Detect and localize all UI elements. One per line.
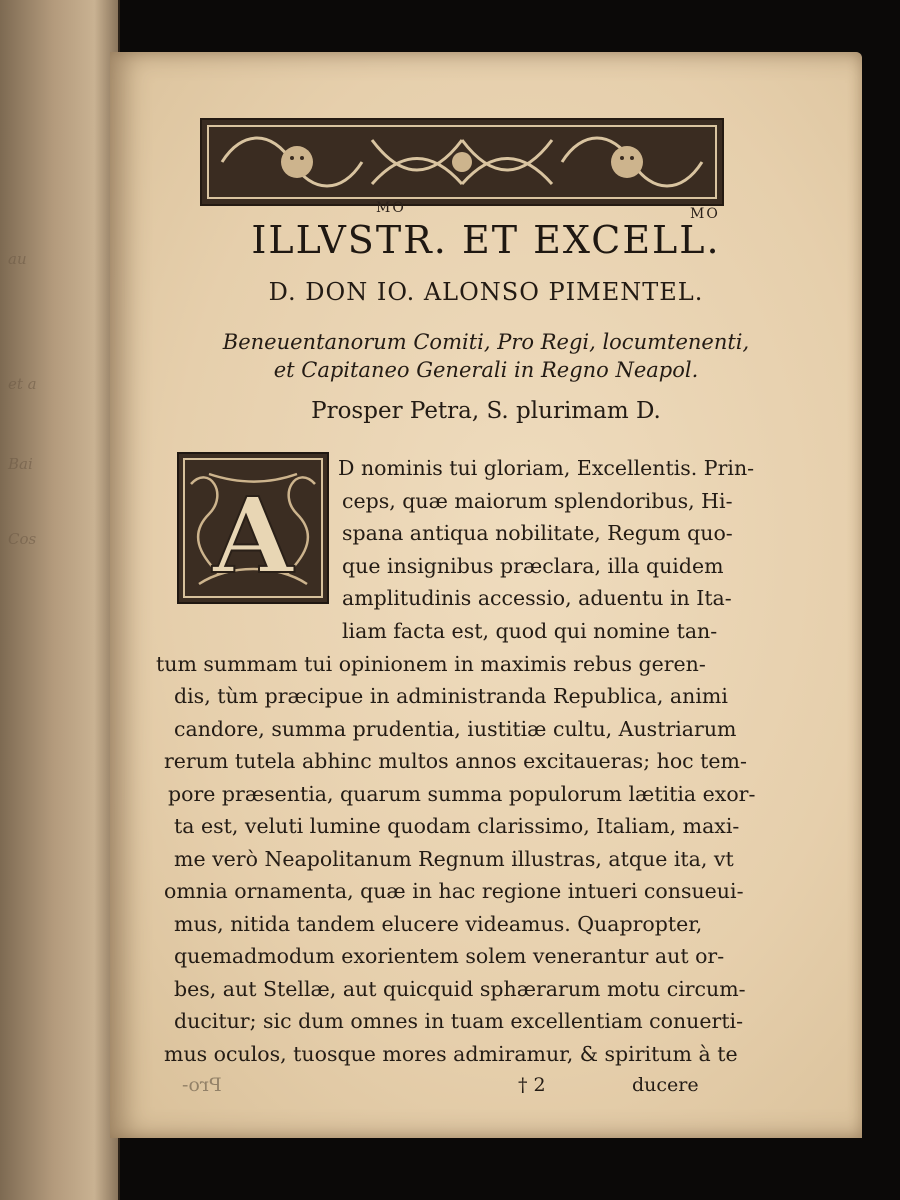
initial-letter: A — [212, 474, 294, 597]
catchword: ducere — [632, 1074, 699, 1096]
body-line: quemadmodum exorientem solem venerantur aut or- — [174, 944, 725, 968]
body-line: que insignibus præclara, illa quidem — [342, 554, 724, 578]
dedicatee-titles-line-1: Beneuentanorum Comiti, Pro Regi, locumtenenti, — [222, 330, 750, 354]
body-line: candore, summa prudentia, iustitiæ cultu, Austriarum — [174, 717, 737, 741]
body-line: mus, nitida tandem elucere videamus. Quapropter, — [174, 912, 703, 936]
facing-page-edge — [0, 0, 120, 1200]
book-page — [110, 52, 862, 1138]
dedicatee-name: D. DON IO. ALONSO PIMENTEL. — [268, 278, 704, 306]
body-line: me verò Neapolitanum Regnum illustras, atque ita, vt — [174, 847, 734, 871]
salutation: Prosper Petra, S. plurimam D. — [311, 398, 661, 424]
signature-mark: † 2 — [518, 1074, 546, 1096]
bleed-through-text: Pro- — [182, 1074, 222, 1096]
body-line: amplitudinis accessio, aduentu in Ita- — [342, 586, 732, 610]
woodcut-headpiece — [200, 118, 724, 206]
body-line: dis, tùm præcipue in administranda Republica, animi — [174, 684, 728, 708]
body-line: ta est, veluti lumine quodam clarissimo, Italiam, maxi- — [174, 814, 740, 838]
headpiece-ornament-icon — [202, 120, 722, 204]
superscript-mo-right: MO — [690, 206, 720, 222]
body-line: mus oculos, tuosque mores admiramur, & spiritum à te — [164, 1042, 738, 1066]
dedicatee-titles-line-2: et Capitaneo Generali in Regno Neapol. — [273, 358, 699, 382]
dedication-title: ILLVSTR. ET EXCELL. — [251, 218, 721, 262]
body-line: bes, aut Stellæ, aut quicquid sphærarum motu circum- — [174, 977, 746, 1001]
decorated-initial — [177, 452, 329, 604]
facing-page-text: Bai — [8, 455, 33, 473]
superscript-mo-left: MO — [376, 200, 406, 216]
body-line: ducitur; sic dum omnes in tuam excellentiam conuerti- — [174, 1009, 744, 1033]
body-line: tum summam tui opinionem in maximis rebus geren- — [156, 652, 706, 676]
body-line: ceps, quæ maiorum splendoribus, Hi- — [342, 489, 733, 513]
body-line: rerum tutela abhinc multos annos excitaueras; hoc tem- — [164, 749, 747, 773]
body-line: liam facta est, quod qui nomine tan- — [342, 619, 718, 643]
decorated-initial-icon — [179, 454, 327, 602]
body-line: D nominis tui gloriam, Excellentis. Prin- — [338, 456, 755, 480]
facing-page-text: Cos — [8, 530, 37, 548]
body-line: pore præsentia, quarum summa populorum lætitia exor- — [168, 782, 756, 806]
facing-page-text: au — [8, 250, 27, 268]
body-line: spana antiqua nobilitate, Regum quo- — [342, 521, 733, 545]
facing-page-text: et a — [8, 375, 37, 393]
body-line: omnia ornamenta, quæ in hac regione intueri consueui- — [164, 879, 744, 903]
